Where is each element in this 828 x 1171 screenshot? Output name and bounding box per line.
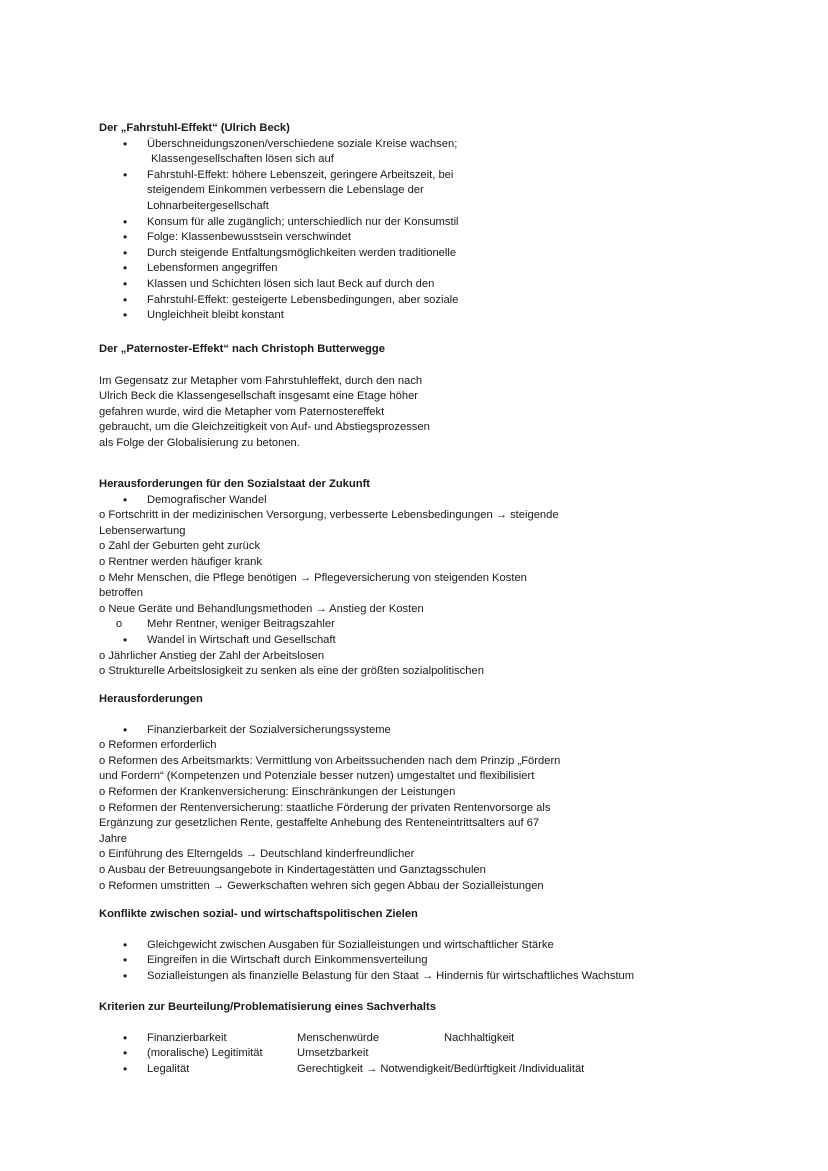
text-line: Ergänzung zur gesetzlichen Rente, gestaffelte Anhebung des Renteneintrittsalters auf 67 <box>99 817 540 830</box>
text-line: o Mehr Menschen, die Pflege benötigen → Pflegeversicherung von steigenden Kosten <box>99 571 527 584</box>
list-item: • Fahrstuhl-Effekt: höhere Lebenszeit, geringere Arbeitszeit, bei <box>99 168 799 184</box>
text-line: o Reformen der Rentenversicherung: staatliche Förderung der privaten Rentenvorsorge als <box>99 801 551 814</box>
text-line: o Zahl der Geburten geht zurück <box>99 540 261 553</box>
paragraph-line: Ulrich Beck die Klassengesellschaft insgesamt eine Etage höher <box>99 390 419 403</box>
paragraph-line: als Folge der Globalisierung zu betonen. <box>99 436 300 449</box>
list-item: • Wandel in Wirtschaft und Gesellschaft <box>99 633 799 649</box>
paragraph-line: gebraucht, um die Gleichzeitigkeit von Auf- und Abstiegsprozessen <box>99 421 430 434</box>
list-item: Lohnarbeitergesellschaft <box>147 199 269 212</box>
sub-list <box>99 617 799 633</box>
text-line: o Reformen der Krankenversicherung: Einschränkungen der Leistungen <box>99 785 456 798</box>
bullet-list <box>99 938 799 985</box>
criteria-item: • (moralische) Legitimität <box>147 1047 263 1060</box>
criteria-list <box>99 1031 799 1078</box>
section-heading: Kriterien zur Beurteilung/Problematisierung eines Sachverhalts <box>99 1001 436 1013</box>
section-paternoster-effekt <box>99 342 799 452</box>
text-line: o Ausbau der Betreuungsangebote in Kindertagestätten und Ganztagsschulen <box>99 863 486 876</box>
section-fahrstuhl-effekt <box>99 121 799 324</box>
paragraph-line: gefahren wurde, wird die Metapher vom Paternostereffekt <box>99 405 385 418</box>
list-item: • Ungleichheit bleibt konstant <box>99 308 799 324</box>
list-item: • Folge: Klassenbewusstsein verschwindet <box>99 230 799 246</box>
text-line: o Einführung des Elterngelds → Deutschland kinderfreundlicher <box>99 848 415 861</box>
text-line: o Rentner werden häufiger krank <box>99 555 262 568</box>
list-item: • Demografischer Wandel <box>99 493 799 509</box>
text-line: betroffen <box>99 587 143 600</box>
text-line: o Neue Geräte und Behandlungsmethoden → Anstieg der Kosten <box>99 602 424 615</box>
list-item: • Lebensformen angegriffen <box>99 261 799 277</box>
paragraph <box>99 374 799 452</box>
section-heading: Herausforderungen für den Sozialstaat der Zukunft <box>99 478 371 490</box>
list-item: • Eingreifen in die Wirtschaft durch Einkommensverteilung <box>99 953 799 969</box>
section-heading: Herausforderungen <box>99 693 203 705</box>
section-heading: Der „Fahrstuhl-Effekt“ (Ulrich Beck) <box>99 122 290 134</box>
criteria-item: • Legalität <box>147 1062 190 1075</box>
criteria-item: Nachhaltigkeit <box>444 1031 515 1044</box>
list-item: • Konsum für alle zugänglich; unterschiedlich nur der Konsumstil <box>99 215 799 231</box>
bullet-list <box>99 137 799 324</box>
list-item: • Finanzierbarkeit der Sozialversicherungssysteme <box>99 723 799 739</box>
list-item: • Sozialleistungen als finanzielle Belastung für den Staat → Hindernis für wirtschaftliches Wachstum <box>99 969 799 985</box>
section-herausforderungen-zukunft <box>99 477 799 680</box>
bullet-list <box>99 493 799 509</box>
list-item-continuation: Klassengesellschaften lösen sich auf <box>151 153 334 166</box>
criteria-row <box>99 1046 799 1062</box>
list-item: • Gleichgewicht zwischen Ausgaben für Sozialleistungen und wirtschaftlicher Stärke <box>99 938 799 954</box>
list-item: • Durch steigende Entfaltungsmöglichkeiten werden traditionelle <box>99 246 799 262</box>
criteria-item: Gerechtigkeit → Notwendigkeit/Bedürftigkeit /Individualität <box>297 1062 585 1075</box>
criteria-item: Menschenwürde <box>297 1031 380 1044</box>
text-line: und Fordern“ (Kompetenzen und Potenziale besser nutzen) umgestaltet und flexibilisiert <box>99 770 535 783</box>
text-line: o Fortschritt in der medizinischen Versorgung, verbesserte Lebensbedingungen → steigende <box>99 509 559 522</box>
list-item: • Überschneidungszonen/verschiedene soziale Kreise wachsen; <box>99 137 799 153</box>
text-line: o Jährlicher Anstieg der Zahl der Arbeitslosen <box>99 649 325 662</box>
bullet-list <box>99 723 799 739</box>
sub-list-item: o Mehr Rentner, weniger Beitragszahler <box>99 617 799 633</box>
criteria-row <box>99 1062 799 1078</box>
section-heading: Konflikte zwischen sozial- und wirtschaftspolitischen Zielen <box>99 908 418 920</box>
text-line: Jahre <box>99 832 127 845</box>
section-herausforderungen <box>99 692 799 894</box>
criteria-item: • Finanzierbarkeit <box>147 1031 227 1044</box>
text-line: o Reformen des Arbeitsmarkts: Vermittlung von Arbeitssuchenden nach dem Prinzip „Fördern <box>99 754 561 767</box>
list-item: • Klassen und Schichten lösen sich laut Beck auf durch den <box>99 277 799 293</box>
text-line: o Reformen umstritten → Gewerkschaften wehren sich gegen Abbau der Sozialleistungen <box>99 879 544 892</box>
criteria-item: Umsetzbarkeit <box>297 1047 369 1060</box>
section-kriterien <box>99 1000 799 1077</box>
text-line: o Strukturelle Arbeitslosigkeit zu senken als eine der größten sozialpolitischen <box>99 665 484 678</box>
text-line: o Reformen erforderlich <box>99 739 217 752</box>
list-item: steigendem Einkommen verbessern die Lebenslage der <box>147 184 424 197</box>
bullet-list <box>99 633 799 649</box>
section-heading: Der „Paternoster-Effekt“ nach Christoph Butterwegge <box>99 343 385 355</box>
list-item: • Fahrstuhl-Effekt: gesteigerte Lebensbedingungen, aber soziale <box>99 293 799 309</box>
paragraph-line: Im Gegensatz zur Metapher vom Fahrstuhleffekt, durch den nach <box>99 374 423 387</box>
criteria-row <box>99 1031 799 1047</box>
text-line: Lebenserwartung <box>99 524 186 537</box>
section-konflikte <box>99 907 799 984</box>
